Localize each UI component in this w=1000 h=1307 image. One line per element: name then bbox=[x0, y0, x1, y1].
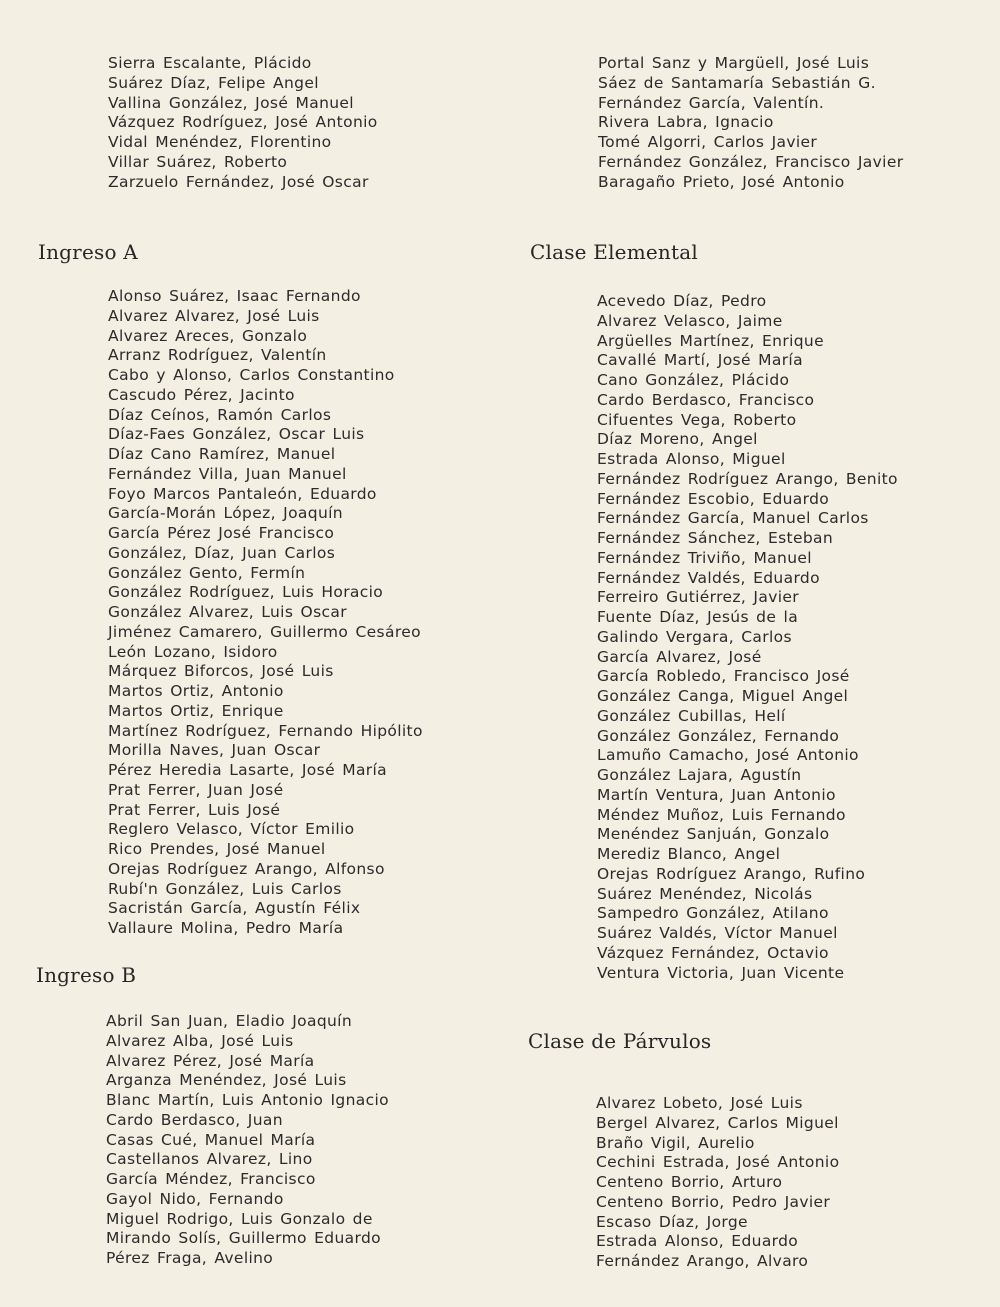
name-entry: Fuente Díaz, Jesús de la bbox=[597, 608, 799, 626]
name-entry: García Méndez, Francisco bbox=[106, 1170, 316, 1188]
name-entry: Estrada Alonso, Miguel bbox=[597, 450, 786, 468]
name-entry: Blanc Martín, Luis Antonio Ignacio bbox=[106, 1091, 389, 1109]
name-entry: Díaz Ceínos, Ramón Carlos bbox=[108, 405, 332, 424]
name-entry: Suárez Díaz, Felipe Angel bbox=[108, 73, 319, 92]
name-entry: Fernández González, Francisco Javier bbox=[598, 152, 904, 171]
name-entry: Martín Ventura, Juan Antonio bbox=[597, 785, 836, 804]
name-entry: Arganza Menéndez, José Luis bbox=[106, 1071, 347, 1090]
name-entry: Arranz Rodríguez, Valentín bbox=[108, 346, 327, 365]
clase-parvulos-heading: Clase de Párvulos bbox=[528, 1029, 712, 1053]
name-entry: Alvarez Areces, Gonzalo bbox=[108, 326, 308, 345]
name-entry: Fernández García, Manuel Carlos bbox=[597, 509, 869, 528]
name-entry: García Robledo, Francisco José bbox=[597, 667, 850, 686]
name-entry: Prat Ferrer, Juan José bbox=[108, 780, 284, 799]
name-entry: García Alvarez, José bbox=[597, 647, 762, 666]
name-entry: Fernández Escobio, Eduardo bbox=[597, 489, 830, 508]
name-entry: González González, Fernando bbox=[597, 726, 840, 745]
name-entry: Cavallé Martí, José María bbox=[597, 351, 803, 370]
name-entry: Cardo Berdasco, Francisco bbox=[597, 390, 815, 409]
top-right-name-list bbox=[598, 54, 903, 192]
name-entry: Casas Cué, Manuel María bbox=[106, 1130, 316, 1149]
ingreso-b-name-list bbox=[106, 1012, 389, 1269]
name-entry: Fernández Sánchez, Esteban bbox=[597, 529, 834, 547]
clase-elemental-name-list bbox=[597, 292, 898, 983]
name-entry: Márquez Biforcos, José Luis bbox=[108, 662, 334, 681]
name-entry: González Canga, Miguel Angel bbox=[597, 687, 849, 705]
name-entry: Foyo Marcos Pantaleón, Eduardo bbox=[108, 484, 377, 503]
name-entry: Alvarez Lobeto, José Luis bbox=[596, 1094, 803, 1112]
ingreso-b-heading: Ingreso B bbox=[36, 963, 137, 987]
ingreso-a-heading: Ingreso A bbox=[38, 240, 138, 264]
name-entry: García Pérez José Francisco bbox=[108, 524, 335, 542]
name-entry: Reglero Velasco, Víctor Emilio bbox=[108, 820, 355, 839]
name-entry: Galindo Vergara, Carlos bbox=[597, 627, 792, 646]
clase-elemental-heading: Clase Elemental bbox=[530, 240, 698, 264]
name-entry: Gayol Nido, Fernando bbox=[106, 1189, 284, 1208]
name-entry: Alonso Suárez, Isaac Fernando bbox=[108, 287, 361, 305]
name-entry: Merediz Blanco, Angel bbox=[597, 845, 781, 863]
name-entry: Orejas Rodríguez Arango, Alfonso bbox=[108, 859, 385, 878]
name-entry: Sampedro González, Atilano bbox=[597, 904, 829, 923]
name-entry: Jiménez Camarero, Guillermo Cesáreo bbox=[108, 622, 421, 641]
name-entry: Vázquez Fernández, Octavio bbox=[597, 943, 829, 962]
name-entry: Estrada Alonso, Eduardo bbox=[596, 1232, 799, 1251]
name-entry: Vázquez Rodríguez, José Antonio bbox=[108, 113, 378, 132]
name-entry: Pérez Heredia Lasarte, José María bbox=[108, 761, 388, 779]
name-entry: Fernández Villa, Juan Manuel bbox=[108, 464, 347, 483]
name-entry: Orejas Rodríguez Arango, Rufino bbox=[597, 864, 866, 883]
name-entry: Fernández Rodríguez Arango, Benito bbox=[597, 469, 898, 488]
name-entry: Alvarez Alba, José Luis bbox=[106, 1031, 294, 1050]
name-entry: Escaso Díaz, Jorge bbox=[596, 1212, 748, 1231]
name-entry: Fernández Arango, Alvaro bbox=[596, 1252, 809, 1270]
name-entry: Sacristán García, Agustín Félix bbox=[108, 899, 361, 918]
name-entry: Rubí'n González, Luis Carlos bbox=[108, 879, 342, 898]
name-entry: González Gento, Fermín bbox=[108, 563, 306, 582]
name-entry: Cascudo Pérez, Jacinto bbox=[108, 385, 295, 404]
name-entry: Alvarez Pérez, José María bbox=[106, 1051, 315, 1070]
ingreso-a-name-list bbox=[108, 287, 423, 939]
name-entry: Pérez Fraga, Avelino bbox=[106, 1249, 274, 1267]
name-entry: González Alvarez, Luis Oscar bbox=[108, 603, 347, 621]
top-left-name-list bbox=[108, 54, 378, 192]
name-entry: Portal Sanz y Margüell, José Luis bbox=[598, 54, 870, 72]
name-entry: Centeno Borrio, Arturo bbox=[596, 1173, 783, 1191]
clase-parvulos-name-list bbox=[596, 1094, 839, 1272]
name-entry: Abril San Juan, Eladio Joaquín bbox=[106, 1012, 353, 1030]
name-entry: Prat Ferrer, Luis José bbox=[108, 800, 281, 819]
name-entry: Méndez Muñoz, Luis Fernando bbox=[597, 805, 846, 824]
name-entry: Díaz Cano Ramírez, Manuel bbox=[108, 445, 336, 463]
name-entry: Tomé Algorri, Carlos Javier bbox=[598, 133, 818, 151]
name-entry: Sierra Escalante, Plácido bbox=[108, 54, 312, 72]
name-entry: Zarzuelo Fernández, José Oscar bbox=[108, 172, 369, 191]
name-entry: Centeno Borrio, Pedro Javier bbox=[596, 1192, 831, 1211]
name-entry: Ventura Victoria, Juan Vicente bbox=[597, 963, 845, 982]
name-entry: Ferreiro Gutiérrez, Javier bbox=[597, 588, 799, 607]
name-entry: Menéndez Sanjuán, Gonzalo bbox=[597, 825, 830, 844]
name-entry: Acevedo Díaz, Pedro bbox=[597, 292, 767, 310]
name-entry: Vallaure Molina, Pedro María bbox=[108, 919, 344, 937]
name-entry: Cano González, Plácido bbox=[597, 371, 790, 389]
name-entry: García-Morán López, Joaquín bbox=[108, 504, 343, 523]
name-entry: Bergel Alvarez, Carlos Miguel bbox=[596, 1113, 839, 1132]
name-entry: Fernández Valdés, Eduardo bbox=[597, 568, 820, 587]
name-entry: Mirando Solís, Guillermo Eduardo bbox=[106, 1229, 381, 1248]
name-entry: Cabo y Alonso, Carlos Constantino bbox=[108, 366, 395, 384]
name-entry: González Rodríguez, Luis Horacio bbox=[108, 583, 384, 602]
name-entry: Martos Ortiz, Enrique bbox=[108, 701, 284, 720]
name-entry: Morilla Naves, Juan Oscar bbox=[108, 741, 321, 760]
name-entry: Rico Prendes, José Manuel bbox=[108, 840, 326, 858]
name-entry: González, Díaz, Juan Carlos bbox=[108, 543, 336, 562]
name-entry: Villar Suárez, Roberto bbox=[108, 152, 288, 171]
name-entry: Vidal Menéndez, Florentino bbox=[108, 133, 332, 151]
name-entry: Suárez Menéndez, Nicolás bbox=[597, 884, 813, 903]
name-entry: González Lajara, Agustín bbox=[597, 766, 802, 784]
name-entry: Fernández García, Valentín. bbox=[598, 93, 825, 112]
name-entry: Miguel Rodrigo, Luis Gonzalo de bbox=[106, 1209, 373, 1228]
name-entry: Rivera Labra, Ignacio bbox=[598, 113, 774, 132]
name-entry: Alvarez Alvarez, José Luis bbox=[108, 306, 320, 325]
name-entry: Alvarez Velasco, Jaime bbox=[597, 311, 783, 330]
name-entry: Cifuentes Vega, Roberto bbox=[597, 410, 797, 429]
name-entry: Cardo Berdasco, Juan bbox=[106, 1110, 283, 1129]
name-entry: Castellanos Alvarez, Lino bbox=[106, 1150, 313, 1169]
name-entry: Lamuño Camacho, José Antonio bbox=[597, 746, 859, 765]
name-entry: Cechini Estrada, José Antonio bbox=[596, 1153, 840, 1172]
name-entry: González Cubillas, Helí bbox=[597, 706, 786, 725]
name-entry: Fernández Triviño, Manuel bbox=[597, 548, 812, 567]
name-entry: Baragaño Prieto, José Antonio bbox=[598, 172, 845, 191]
name-entry: Vallina González, José Manuel bbox=[108, 93, 354, 112]
name-entry: Sáez de Santamaría Sebastián G. bbox=[598, 73, 876, 92]
name-entry: León Lozano, Isidoro bbox=[108, 642, 278, 661]
name-entry: Díaz Moreno, Angel bbox=[597, 430, 758, 449]
name-entry: Argüelles Martínez, Enrique bbox=[597, 331, 824, 350]
name-entry: Suárez Valdés, Víctor Manuel bbox=[597, 924, 838, 942]
name-entry: Díaz-Faes González, Oscar Luis bbox=[108, 425, 365, 444]
name-entry: Martínez Rodríguez, Fernando Hipólito bbox=[108, 721, 423, 740]
name-entry: Martos Ortiz, Antonio bbox=[108, 682, 284, 700]
name-entry: Braño Vigil, Aurelio bbox=[596, 1133, 755, 1152]
